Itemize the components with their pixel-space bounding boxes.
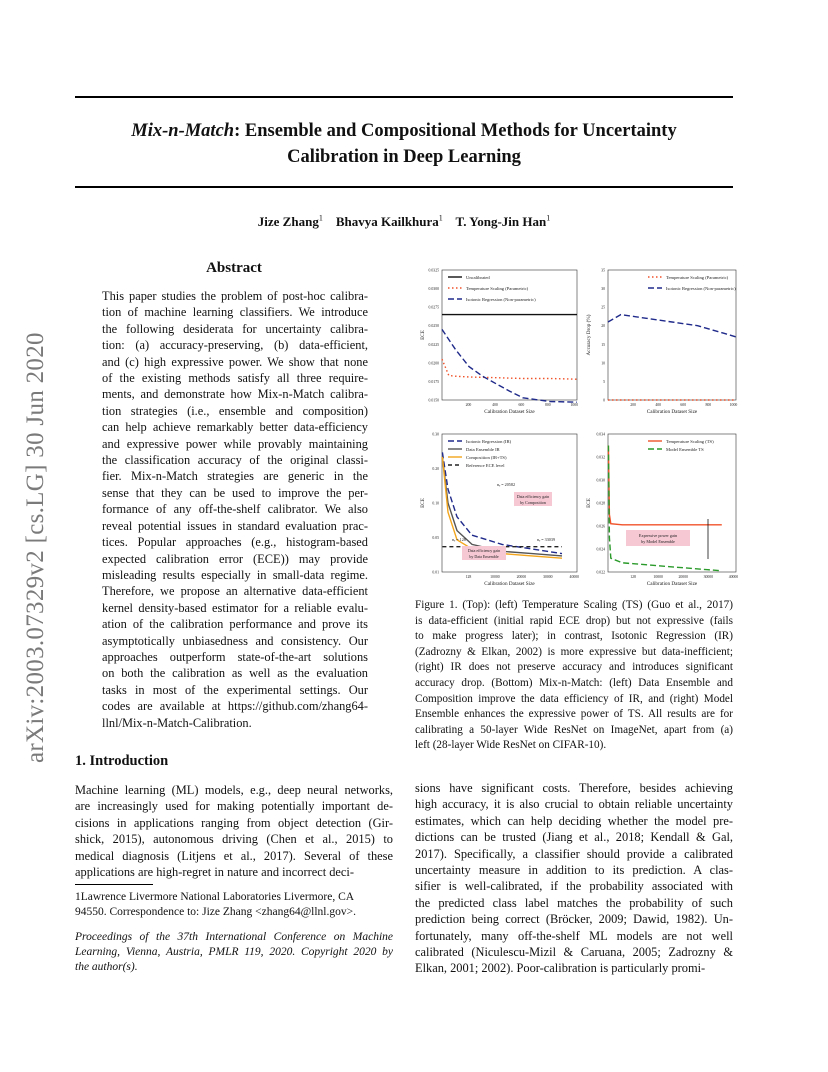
y-tick-label: 0.026 [596,524,605,529]
text-line: are increasingly used for making potentially important de- [75,799,393,814]
text-line: Therefore, we propose an alternative data-efficient [102,584,368,599]
y-tick-label: 0.0175 [428,379,439,384]
series-line [608,446,721,525]
text-line: fortunately, many off-the-shelf ML models are not well [415,928,733,943]
text-line: on both the calibration as well as the evaluation [102,666,368,681]
intro-right-column [415,780,733,977]
y-axis-label: ECE [420,498,426,508]
y-tick-label: 0.0225 [428,342,439,347]
text-line: 1Lawrence Livermore National Laboratories Livermore, CA [75,891,355,903]
legend-label: Temperature Scaling (TS) [666,439,714,444]
annotation-label: by Model Ensemble [641,539,675,544]
text-line: 94550. Correspondence to: Jize Zhang <zhang64@llnl.gov>. [75,906,356,918]
text-line: Figure 1. (Top): (left) Temperature Scaling (TS) (Guo et al., 2017) [415,599,733,611]
text-line: Machine learning (ML) models, e.g., deep neural networks, [75,783,393,797]
y-tick-label: 0.05 [432,536,439,540]
annotation-label: nₑ = 20582 [497,482,516,487]
text-line: ation of the calibration performance and prove its [102,617,368,632]
legend-label: Isotonic Regression (Non-parametric) [666,286,736,291]
footnote [75,890,393,920]
y-tick-label: 0.024 [596,547,605,552]
text-line: sions have significant costs. Therefore, besides achieving [415,781,733,795]
y-tick-label: 0 [603,398,605,403]
series-line [442,329,577,402]
intro-left-column [75,782,393,880]
text-line: expected calibration error (ECE)) may provide [102,551,368,566]
text-line: the author(s). [75,961,138,973]
title-line1: : Ensemble and Compositional Methods for Uncertainty [234,121,677,141]
text-line: 2017). Specifically, a classifier should provide a calibrated [415,846,733,861]
x-tick-label: 128 [630,575,636,579]
text-line: kernel density-based estimator for a reliable evalu- [102,600,368,615]
annotation-label: nₑ = 128 [452,537,466,542]
annotation-label: Data efficiency gain [467,548,501,553]
text-line: accuracy drop. (Bottom) Mix-n-Match: (left) Data Ensemble and [415,676,733,689]
x-axis-label: Calibration Dataset Size [646,581,698,587]
author: Bhavya Kailkhura$^1$ [335,214,443,230]
annotation-label: Expressive power gain [638,533,678,538]
text-line: sense that they can be used to improve the per- [102,485,368,500]
x-tick-label: 600 [518,403,525,407]
x-tick-label: 40000 [728,575,739,579]
y-tick-label: 5 [603,379,605,384]
x-tick-label: 800 [705,403,712,407]
text-line: can help achieve remarkably better data-efficiency [102,420,368,435]
text-line: estimates, which can help deciding whether the model pre- [415,813,733,828]
x-axis-label: Calibration Dataset Size [646,409,698,415]
text-line: the predicted class label matches the probability of such [415,895,733,910]
y-tick-label: 0.0325 [428,268,439,273]
x-tick-label: 20000 [516,575,527,579]
text-line: fier. Mix-n-Match strategies are generic in the [102,469,368,484]
text-line: tion: (a) accuracy-preserving, (b) data-efficient, [102,338,368,353]
text-line: shick, 2015), autonomous driving (Chen et al., 2015) to [75,832,393,847]
x-tick-label: 400 [492,403,498,407]
legend-label: Data Ensemble IR [466,447,500,452]
figure-1 [410,262,740,592]
series-line [608,446,721,571]
text-line: of the existing methods satisfy all three require- [102,371,368,386]
y-tick-label: 0.032 [596,455,605,460]
y-tick-label: 0.0200 [428,361,439,366]
y-tick-label: 0.30 [432,432,439,437]
y-tick-label: 0.20 [432,467,439,471]
abstract-body [102,288,368,731]
text-line: calibrating a 50-layer Wide ResNet on ImageNet, apart from (a) [415,723,733,736]
legend-label: Reference ECE level [466,463,505,468]
text-line: (Zadrozny & Elkan, 2002) is more expressive but data-inefficient; [415,645,733,658]
x-tick-label: 200 [630,403,636,407]
y-tick-label: 0.0150 [428,398,439,403]
figure-caption [415,598,733,754]
x-tick-label: 1000 [729,403,738,407]
title-method-name: Mix-n-Match [131,121,235,141]
x-tick-label: 400 [655,403,662,407]
text-line: Ensemble enhances the expressive power of TS. All results are for [415,708,733,721]
text-line: applications are high-regret in nature and incorrect deci- [75,865,355,880]
x-tick-label: 20000 [678,575,689,579]
y-tick-label: 0.10 [432,501,439,506]
text-line: is data-efficient (initial rapid ECE drop) but not expressive (fails [415,614,733,627]
text-line: left (28-layer Wide ResNet on CIFAR-10). [415,739,607,752]
text-line: (right) IR does not preserve accuracy and introduces significant [415,661,733,674]
x-tick-label: 10000 [653,575,663,579]
text-line: misleading results especially in small-data regime. [102,567,368,582]
y-tick-label: 0.022 [596,570,605,575]
bottom-rule [75,186,733,188]
author: T. Yong-Jin Han$^1$ [455,214,551,230]
text-line: ments, and demonstrate how Mix-n-Match calibra- [102,387,368,402]
series-line [442,359,577,379]
legend-label: Temperature Scaling (Parametric) [666,275,729,280]
text-line: reveal potential issues in standard evaluation prac- [102,518,368,533]
y-tick-label: 10 [601,361,605,366]
text-line: llnl/Mix-n-Match-Calibration. [102,715,252,730]
text-line: and (c) high expressive power. We show that none [102,354,368,369]
abstract-heading: Abstract [206,260,262,276]
text-line: the following desiderata for uncertainty calibra- [102,321,368,336]
text-line: tion of machine learning classifiers. We introduce [102,305,368,320]
text-line: calibrated (Niculescu-Mizil & Caruana, 2005; Zadrozny & [415,945,733,960]
x-tick-label: 30000 [543,575,553,579]
text-line: tion strategies (i.e., ensemble and composition) [102,403,368,418]
legend-label: Isotonic Regression (Non-parametric) [466,297,536,302]
y-tick-label: 0.034 [596,432,605,437]
section-heading: 1. Introduction [75,753,169,769]
paper-title [75,118,733,170]
text-line: This paper studies the problem of post-hoc calibra- [102,289,368,303]
y-tick-label: 0.0300 [428,287,439,292]
annotation-label: Data efficiency gain [516,494,550,499]
text-line: tices. Popular approaches (e.g., histogram-based [102,535,368,550]
legend-label: Temperature Scaling (Parametric) [466,286,529,291]
proceedings-note [75,930,393,975]
x-axis-label: Calibration Dataset Size [484,409,535,415]
y-tick-label: 0.01 [432,570,439,575]
x-tick-label: 40000 [569,575,580,579]
text-line: uncertainty measure in addition to its prediction. A clas- [415,863,733,878]
annotation-label: by Data Ensemble [469,554,499,559]
x-tick-label: 800 [544,403,551,407]
top-rule [75,96,733,98]
text-line: sifier is well-calibrated, if the probability associated with [415,879,733,894]
text-line: Learning, Vienna, Austria, PMLR 119, 2020. Copyright 2020 by [75,946,393,958]
legend-label: Uncalibrated [466,275,490,280]
y-axis-label: Accuracy Drop (%) [586,314,592,356]
y-tick-label: 25 [601,305,605,310]
text-line: and expressive power while provably maintaining [102,436,368,451]
y-tick-label: 0.0250 [428,324,439,329]
y-axis-label: ECE [586,498,592,508]
text-line: Proceedings of the 37th International Conference on Machine [75,931,393,943]
title-line2: Calibration in Deep Learning [287,147,521,167]
y-axis-label: ECE [420,330,426,340]
series-line [442,457,562,558]
text-line: codes are available at https://github.com/zhang64- [102,699,368,714]
series-line [608,315,736,337]
x-tick-label: 10000 [490,575,500,579]
x-axis-label: Calibration Dataset Size [484,581,535,587]
y-tick-label: 20 [601,324,605,329]
arxiv-watermark: arXiv:2003.07329v2 [cs.LG] 30 Jun 2020 [22,332,49,763]
text-line: dictions can be trusted (Jiang et al., 2018; Kendall & Gal, [415,830,733,845]
text-line: Composition improve the data efficiency of IR, and (right) Model [415,692,733,705]
footnote-rule [75,884,153,885]
x-tick-label: 200 [465,403,472,407]
text-line: tasks in most of the experimental settings. Our [102,682,368,697]
text-line: high accuracy, it is also crucial to obtain reliable uncertainty [415,797,733,812]
plot-frame [608,434,736,572]
text-line: the classification accuracy of the original classi- [102,453,368,468]
author-list [75,214,733,230]
legend-label: Composition (IR+TS) [466,455,507,460]
y-tick-label: 0.030 [596,478,605,483]
text-line: cisions in applications ranging from object detection (Gir- [75,815,393,830]
x-tick-label: 1000 [570,403,579,407]
text-line: Elkan, 2001; 2002). Poor-calibration is particularly promi- [415,961,706,976]
y-tick-label: 0.0275 [428,305,439,310]
y-tick-label: 0.028 [596,501,605,506]
author: Jize Zhang$^1$ [257,214,323,230]
text-line: prediction being correct (Bröcker, 2009; Dawid, 1982). Un- [415,912,733,927]
y-tick-label: 30 [601,287,605,292]
annotation-label: nₑ = 33039 [537,537,556,542]
x-tick-label: 128 [465,575,472,579]
text-line: approaches outperform state-of-the-art solutions [102,649,368,664]
annotation-label: by Composition [520,500,546,505]
legend-label: Model Ensemble TS [666,447,704,452]
x-tick-label: 600 [680,403,687,407]
x-tick-label: 30000 [703,575,714,579]
text-line: formance of any off-the-shelf calibrator. We also [102,502,368,517]
text-line: to make progress later); in contrast, Isotonic Regression (IR) [415,630,733,643]
legend-label: Isotonic Regression (IR) [466,439,512,444]
y-tick-label: 15 [601,342,605,347]
y-tick-label: 35 [601,268,605,273]
text-line: asymptotically unbiasedness and consistency. Our [102,633,368,648]
text-line: medical diagnosis (Litjens et al., 2017). Several of these [75,848,393,863]
